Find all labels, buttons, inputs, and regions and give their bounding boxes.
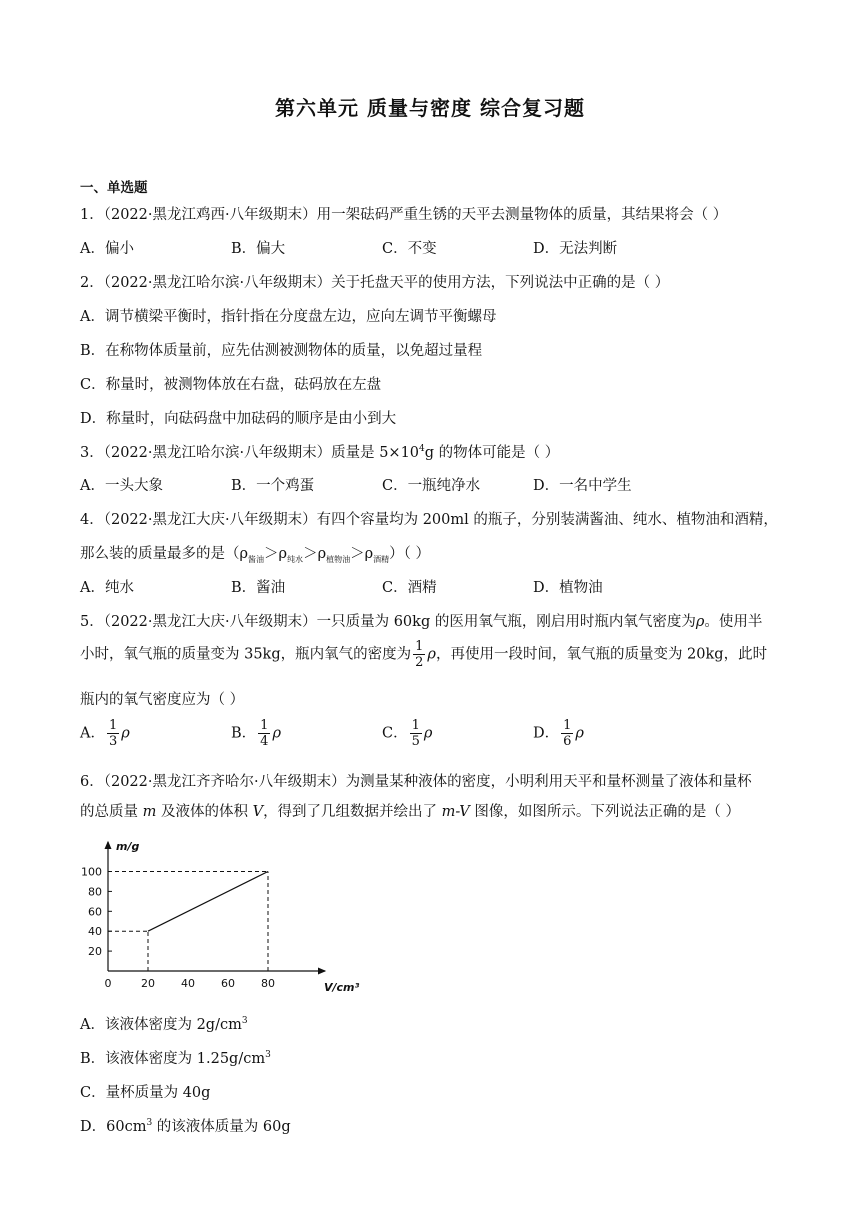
- rho-symbol: ρ: [695, 614, 705, 630]
- option-text: 的该液体质量为 60g: [152, 1119, 291, 1135]
- x-tick-label: 40: [181, 977, 195, 990]
- option-text: D．60cm: [80, 1119, 147, 1135]
- q4-option-c: C．酒精: [382, 580, 437, 596]
- q3-stem-part: g 的物体可能是（ ）: [424, 445, 560, 461]
- x-axis-label: V/cm³: [324, 981, 360, 994]
- unit-exponent: 3: [265, 1050, 271, 1061]
- question-2-stem: 2．（2022·黑龙江哈尔滨·八年级期末）关于托盘天平的使用方法，下列说法中正确的是（ ）: [80, 275, 670, 291]
- question-3-stem: [80, 441, 559, 462]
- option-fraction: [107, 718, 119, 749]
- fraction-denominator: 6: [563, 734, 572, 749]
- question-6-stem: 6．（2022·黑龙江齐齐哈尔·八年级期末）为测量某种液体的密度，小明利用天平和量杯测量了液体和量杯: [80, 774, 752, 790]
- rho-symbol: ρ: [121, 725, 130, 742]
- question-5-stem-line2: [80, 639, 767, 670]
- q1-option-d: D．无法判断: [533, 241, 618, 257]
- option-fraction: [410, 718, 422, 749]
- q1-option-c: C．不变: [382, 241, 437, 257]
- q5-option-d: [533, 718, 584, 749]
- fraction-denominator: 5: [411, 734, 420, 749]
- q6-option-d: [80, 1115, 291, 1136]
- y-tick-label: 40: [88, 925, 102, 939]
- x-tick-label: 0: [104, 977, 112, 990]
- option-text: B．该液体密度为 1.25g/cm: [80, 1051, 266, 1067]
- fraction-numerator: 1: [563, 718, 572, 733]
- option-label: C．: [382, 725, 408, 742]
- q5-option-c: [382, 718, 432, 749]
- rho-symbol: ρ: [239, 546, 249, 562]
- q4-option-d: D．植物油: [533, 580, 603, 596]
- question-4-stem-line2: [80, 542, 430, 563]
- unit-exponent: 3: [241, 1016, 248, 1027]
- var-mv: m-V: [441, 804, 470, 820]
- fraction-numerator: 1: [108, 718, 118, 733]
- q6-stem-part: 图像，如图所示。下列说法正确的是（ ）: [469, 804, 740, 820]
- rho-symbol: ρ: [272, 725, 281, 742]
- x-tick-label: 60: [221, 977, 235, 990]
- fraction-denominator: 3: [108, 734, 118, 749]
- q5-option-a: [80, 718, 130, 749]
- y-tick-label: 80: [88, 885, 102, 899]
- q4-stem-part: 那么装的质量最多的是（: [80, 546, 240, 562]
- option-text: A．该液体密度为 2g/cm: [80, 1017, 242, 1033]
- rho-subscript: 纯水: [287, 554, 304, 564]
- q6-option-c: C．量杯质量为 40g: [80, 1085, 211, 1101]
- fraction-denominator: 4: [260, 734, 269, 749]
- y-tick-label: 20: [88, 945, 102, 959]
- q6-stem-part: 及液体的体积: [156, 804, 253, 820]
- q2-option-d: D．称量时，向砝码盘中加砝码的顺序是由小到大: [80, 411, 397, 427]
- rho-symbol: ρ: [427, 646, 436, 663]
- rho-symbol: ρ: [364, 546, 374, 562]
- q6-stem-part: ，得到了几组数据并绘出了: [263, 804, 442, 820]
- fraction-numerator: 1: [260, 718, 269, 733]
- q4-option-b: B．酱油: [231, 580, 286, 596]
- option-label: B．: [231, 725, 257, 742]
- q6-stem-part: 的总质量: [80, 804, 143, 820]
- q5-stem-part: 。使用半: [704, 614, 763, 630]
- q3-option-a: A．一头大象: [80, 478, 163, 494]
- q5-stem-part: 小时，氧气瓶的质量变为 35kg，瓶内氧气的密度为: [80, 646, 412, 663]
- q3-option-c: C．一瓶纯净水: [382, 478, 481, 494]
- q1-option-a: A．偏小: [80, 241, 134, 257]
- rho-subscript: 植物油: [326, 554, 351, 564]
- fraction-half: [413, 639, 425, 670]
- question-5-stem-line3: 瓶内的氧气密度应为（ ）: [80, 692, 245, 708]
- q3-exponent: 4: [419, 444, 425, 455]
- m-v-graph: [80, 834, 370, 994]
- page-title: 第六单元 质量与密度 综合复习题: [275, 96, 585, 120]
- q6-option-b: [80, 1047, 271, 1068]
- rho-symbol: ρ: [317, 546, 327, 562]
- y-tick-label: 100: [81, 865, 102, 879]
- q3-option-b: B．一个鸡蛋: [231, 478, 315, 494]
- rho-subscript: 酱油: [248, 554, 265, 564]
- q2-option-c: C．称量时，被测物体放在右盘，砝码放在左盘: [80, 377, 382, 393]
- q4-option-a: A．纯水: [80, 580, 134, 596]
- q4-stem-part: ）（ ）: [389, 546, 430, 562]
- option-fraction: [258, 718, 270, 749]
- fraction-numerator: 1: [411, 718, 420, 733]
- q5-stem-part: ，再使用一段时间，氧气瓶的质量变为 20kg，此时: [435, 646, 768, 663]
- y-axis-label: m/g: [116, 840, 140, 853]
- question-6-stem-line2: [80, 800, 740, 821]
- question-4-stem: 4．（2022·黑龙江大庆·八年级期末）有四个容量均为 200ml 的瓶子，分别装满酱油、纯水、植物油和酒精，: [80, 512, 778, 528]
- q1-option-b: B．偏大: [231, 241, 286, 257]
- q3-option-d: D．一名中学生: [533, 478, 632, 494]
- rho-symbol: ρ: [423, 725, 433, 742]
- option-label: A．: [80, 725, 105, 742]
- section-heading: 一、单选题: [80, 180, 148, 196]
- rho-subscript: 酒精: [373, 554, 390, 564]
- q5-stem-part: 5．（2022·黑龙江大庆·八年级期末）一只质量为 60kg 的医用氧气瓶，刚启用时瓶内氧气密度为: [80, 614, 696, 630]
- rho-symbol: ρ: [575, 725, 584, 742]
- option-label: D．: [533, 725, 560, 742]
- unit-exponent: 3: [146, 1118, 153, 1129]
- x-tick-label: 20: [141, 977, 155, 990]
- data-line: [148, 872, 268, 932]
- greater-than: ＞: [350, 546, 365, 562]
- rho-symbol: ρ: [278, 546, 288, 562]
- q5-option-b: [231, 718, 281, 749]
- fraction-denominator: 2: [415, 655, 424, 670]
- question-1-stem: 1．（2022·黑龙江鸡西·八年级期末）用一架砝码严重生锈的天平去测量物体的质量，其结果将会（ ）: [80, 207, 728, 223]
- q6-option-a: [80, 1013, 248, 1034]
- var-v: V: [252, 804, 264, 820]
- question-5-stem: [80, 610, 762, 631]
- y-tick-label: 60: [88, 905, 102, 919]
- var-m: m: [142, 804, 157, 820]
- option-fraction: [561, 718, 573, 749]
- fraction-numerator: 1: [415, 639, 424, 654]
- greater-than: ＞: [303, 546, 318, 562]
- greater-than: ＞: [264, 546, 279, 562]
- x-tick-label: 80: [261, 977, 275, 990]
- q2-option-a: A．调节横梁平衡时，指针指在分度盘左边，应向左调节平衡螺母: [80, 309, 497, 325]
- q3-stem-part: 3．（2022·黑龙江哈尔滨·八年级期末）质量是 5×10: [80, 445, 420, 461]
- q2-option-b: B．在称物体质量前，应先估测被测物体的质量，以免超过量程: [80, 343, 483, 359]
